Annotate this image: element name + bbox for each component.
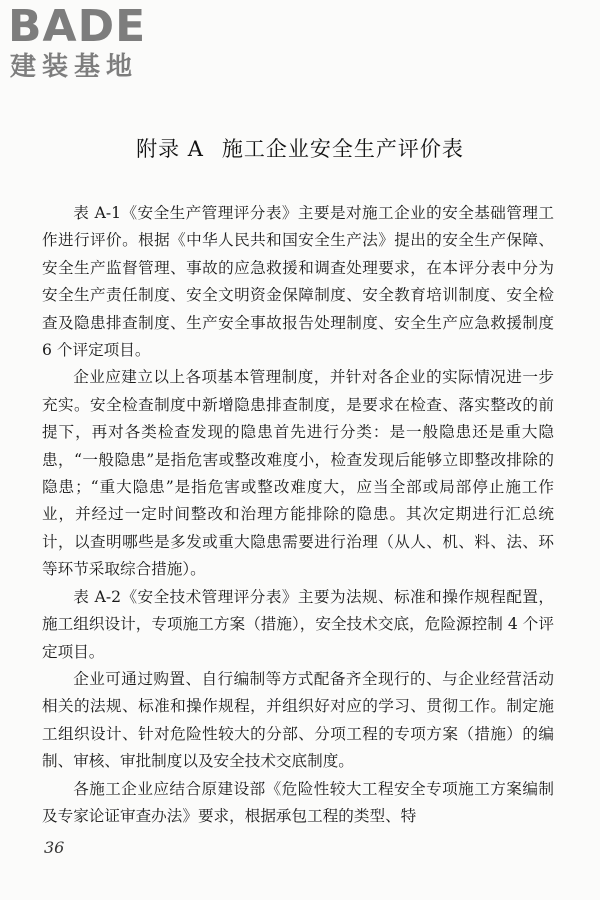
- paragraph-hazard-inspection: 企业应建立以上各项基本管理制度，并针对各企业的实际情况进一步充实。安全检查制度中新增隐患排查制度，是要求在检查、落实整改的前提下，再对各类检查发现的隐患首先进行分类：是一般隐患还是重大隐患，“一般隐患”是指危害或整改难度小，检查发现后能够立即整改排除的隐患；“重大隐患”是指危害或整改难度大，应当全部或局部停止施工作业，并经过一定时间整改和治理方能排除的隐患。其次定期进行汇总统计，以查明哪些是多发或重大隐患需要进行治理（从人、机、料、法、环等环节采取综合措施）。: [42, 368, 554, 579]
- appendix-heading: [0, 134, 600, 164]
- paragraph-table-a1: 表 A-1《安全生产管理评分表》主要是对施工企业的安全基础管理工作进行评价。根据《中华人民共和国安全生产法》提出的安全生产保障、安全生产监督管理、事故的应急救援和调查处理要求，在本评分表中分为安全生产责任制度、安全文明资金保障制度、安全教育培训制度、安全检查及隐患排查制度、生产安全事故报告处理制度、安全生产应急救援制度 6 个评定项目。: [42, 204, 554, 360]
- logo-wordmark: BADE: [8, 1, 147, 52]
- paragraph-special-plans: 各施工企业应结合原建设部《危险性较大工程安全专项施工方案编制及专家论证审查办法》要求，根据承包工程的类型、特: [42, 779, 554, 825]
- appendix-title: 施工企业安全生产评价表: [221, 137, 464, 161]
- body-text: [42, 200, 554, 830]
- page-number: 36: [44, 838, 65, 857]
- bade-logo: [8, 2, 178, 88]
- logo-subtitle: 建装基地: [10, 52, 139, 82]
- appendix-label: 附录 A: [136, 137, 204, 161]
- paragraph-regulations: 企业可通过购置、自行编制等方式配备齐全现行的、与企业经营活动相关的法规、标准和操作规程，并组织好对应的学习、贯彻工作。制定施工组织设计、针对危险性较大的分部、分项工程的专项方案（措施）的编制、审核、审批制度以及安全技术交底制度。: [42, 669, 554, 771]
- paragraph-table-a2: 表 A-2《安全技术管理评分表》主要为法规、标准和操作规程配置，施工组织设计，专项施工方案（措施），安全技术交底，危险源控制 4 个评定项目。: [42, 587, 554, 661]
